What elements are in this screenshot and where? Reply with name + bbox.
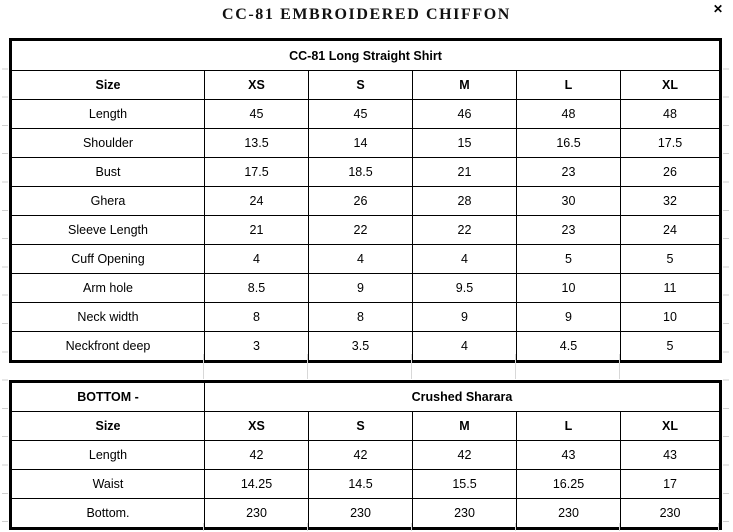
shirt-cell-value: 10 [517,274,621,303]
shirt-cell-value: 32 [621,187,721,216]
shirt-cell-value: 3 [205,332,309,362]
spacer-gridlines [9,354,719,379]
bottom-cell-value: 230 [309,499,413,529]
bottom-table-label: BOTTOM - [11,382,205,412]
bottom-cell-value: 14.25 [205,470,309,499]
shirt-cell-value: 9 [309,274,413,303]
bottom-cell-value: 42 [205,441,309,470]
shirt-cell-value: 28 [413,187,517,216]
shirt-cell-value: 15 [413,129,517,158]
bottom-header-s: S [309,412,413,441]
bottom-table-title: Crushed Sharara [205,382,721,412]
bottom-header-xs: XS [205,412,309,441]
bottom-cell-value: 230 [413,499,517,529]
bottom-cell-value: 16.25 [517,470,621,499]
shirt-cell-value: 24 [621,216,721,245]
shirt-cell-value: 48 [517,100,621,129]
shirt-cell-value: 17.5 [621,129,721,158]
shirt-row-label: Bust [11,158,205,187]
shirt-cell-value: 5 [517,245,621,274]
shirt-row-label: Sleeve Length [11,216,205,245]
shirt-cell-value: 5 [621,332,721,362]
shirt-cell-value: 8.5 [205,274,309,303]
shirt-cell-value: 10 [621,303,721,332]
shirt-row-label: Length [11,100,205,129]
shirt-cell-value: 4 [413,332,517,362]
shirt-header-xs: XS [205,71,309,100]
shirt-cell-value: 26 [309,187,413,216]
shirt-cell-value: 45 [205,100,309,129]
shirt-cell-value: 3.5 [309,332,413,362]
bottom-cell-value: 43 [621,441,721,470]
bottom-header-l: L [517,412,621,441]
bottom-cell-value: 15.5 [413,470,517,499]
bottom-table-title-row [11,382,721,412]
shirt-cell-value: 18.5 [309,158,413,187]
shirt-cell-value: 30 [517,187,621,216]
shirt-row-length [11,100,721,129]
shirt-cell-value: 4.5 [517,332,621,362]
shirt-row-label: Neck width [11,303,205,332]
bottom-cell-value: 17 [621,470,721,499]
bottom-size-table [9,380,722,530]
bottom-cell-value: 43 [517,441,621,470]
bottom-header-xl: XL [621,412,721,441]
shirt-cell-value: 14 [309,129,413,158]
shirt-cell-value: 9.5 [413,274,517,303]
shirt-cell-value: 22 [309,216,413,245]
bottom-table-body [11,441,721,529]
shirt-cell-value: 17.5 [205,158,309,187]
shirt-size-table [9,38,722,363]
shirt-cell-value: 11 [621,274,721,303]
shirt-cell-value: 21 [413,158,517,187]
shirt-table-body [11,100,721,362]
shirt-row-label: Ghera [11,187,205,216]
bottom-table-header-row [11,412,721,441]
shirt-table-header-row [11,71,721,100]
gridline-ticks-right [723,41,729,522]
shirt-cell-value: 48 [621,100,721,129]
shirt-row-ghera [11,187,721,216]
shirt-row-label: Cuff Opening [11,245,205,274]
bottom-row-label: Bottom. [11,499,205,529]
shirt-cell-value: 8 [309,303,413,332]
bottom-header-size: Size [11,412,205,441]
bottom-row-label: Waist [11,470,205,499]
shirt-row-label: Neckfront deep [11,332,205,362]
shirt-cell-value: 23 [517,158,621,187]
shirt-table-title: CC-81 Long Straight Shirt [11,40,721,71]
bottom-cell-value: 230 [621,499,721,529]
shirt-cell-value: 26 [621,158,721,187]
bottom-row-length [11,441,721,470]
shirt-row-label: Shoulder [11,129,205,158]
gridline-ticks-bottom [9,523,726,531]
bottom-cell-value: 14.5 [309,470,413,499]
shirt-header-m: M [413,71,517,100]
shirt-cell-value: 9 [517,303,621,332]
bottom-header-m: M [413,412,517,441]
shirt-header-s: S [309,71,413,100]
bottom-row-label: Length [11,441,205,470]
shirt-cell-value: 24 [205,187,309,216]
shirt-cell-value: 8 [205,303,309,332]
shirt-cell-value: 23 [517,216,621,245]
shirt-header-xl: XL [621,71,721,100]
shirt-row-sleeve-length [11,216,721,245]
shirt-row-cuff-opening [11,245,721,274]
page-title: CC-81 EMBROIDERED CHIFFON [222,6,511,23]
bottom-cell-value: 42 [413,441,517,470]
gridline-ticks-left [2,41,8,522]
shirt-cell-value: 4 [413,245,517,274]
shirt-cell-value: 46 [413,100,517,129]
shirt-cell-value: 4 [309,245,413,274]
shirt-cell-value: 16.5 [517,129,621,158]
bottom-cell-value: 230 [205,499,309,529]
bottom-row-waist [11,470,721,499]
bottom-cell-value: 42 [309,441,413,470]
shirt-cell-value: 5 [621,245,721,274]
shirt-cell-value: 4 [205,245,309,274]
bottom-cell-value: 230 [517,499,621,529]
shirt-row-bust [11,158,721,187]
shirt-row-label: Arm hole [11,274,205,303]
shirt-header-size: Size [11,71,205,100]
shirt-cell-value: 45 [309,100,413,129]
shirt-row-neck-width [11,303,721,332]
shirt-header-l: L [517,71,621,100]
close-icon[interactable]: ✕ [712,2,724,16]
shirt-row-arm-hole [11,274,721,303]
shirt-table-title-row [11,40,721,71]
shirt-row-shoulder [11,129,721,158]
shirt-cell-value: 9 [413,303,517,332]
shirt-cell-value: 22 [413,216,517,245]
shirt-cell-value: 13.5 [205,129,309,158]
shirt-cell-value: 21 [205,216,309,245]
